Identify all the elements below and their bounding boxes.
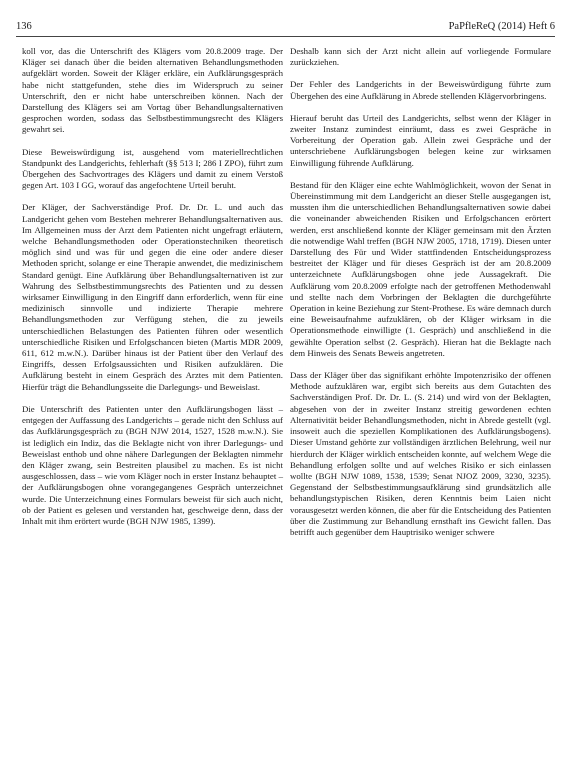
paragraph: Deshalb kann sich der Arzt nicht allein auf vorliegende Formulare zurückziehen. bbox=[290, 46, 551, 68]
paragraph: Dass der Kläger über das signifikant erhöhte Impotenzrisiko der offenen Methode aufzuklären war, ergibt sich bereits aus dem Gutachten des Sachverständigen Prof. Dr. Dr. L. (S. 214) und wird von der Beklagten, abgesehen von der in zweiter Instanz streitig gewordenen echten Alternativität beider Behandlungsmethoden, nicht in Abrede gestellt (vgl. insoweit auch die speziellen Komplikationen des Aufklärungsbogens). Dieser Umstand gehörte zur vollständigen ärztlichen Belehrung, weil nur hierdurch der Kläger wirklich entscheiden konnte, auf welchem Wege die Behandlung erfolgen sollte und auf welches Risiko er sich einlassen wollte (BGH NJW 1089, 1538, 1539; Senat NJOZ 2009, 3230, 3235). Gegenstand der Selbstbestimmungsaufklärung sind grundsätzlich alle behandlungstypischen Risiken, deren Kenntnis beim Laien nicht vorausgesetzt werden können, die aber für die Entscheidung des Patienten über die Zustimmung zur Behandlung ernsthaft ins Gewicht fallen. Das betrifft auch gegenüber dem Hauptrisiko weniger schwere bbox=[290, 370, 551, 537]
page-header bbox=[16, 20, 555, 38]
paragraph: Die Unterschrift des Patienten unter den Aufklärungsbogen lässt – entgegen der Auffassung des Landgerichts – gerade nicht den Schluss auf das Aufklärungsgespräch zu (BGH NJW 2014, 1527, 1528 m.w.N.). Sie ist lediglich ein Indiz, das die Beklagte nicht von ihrer Darlegungs- und Beweislast enthob und ohne nähere Darlegungen der Beklagten nimmehr den Kläger zwang, sein Bestreiten plausibel zu machen. Es ist nicht ausgeschlossen, dass – wie vom Kläger noch in erster Instanz behauptet – der Aufklärungsbogen ohne vorangegangenes Gespräch unterzeichnet wurde. Die Unterzeichnung eines Formulars beweist für sich auch nicht, ob der Patient es gelesen und verstanden hat, geschweige denn, dass der Inhalt mit ihm erörtert wurde (BGH NJW 1985, 1399). bbox=[22, 403, 283, 526]
paragraph: Diese Beweiswürdigung ist, ausgehend vom materiellrechtlichen Standpunkt des Landgerichts, fehlerhaft (§§ 513 I; 286 I ZPO), führt zum Übergehen des Sachvortrages des Klägers und damit zu einem Verstoß gegen Art. 103 I GG, worauf das angefochtene Urteil beruht. bbox=[22, 146, 283, 191]
page-number: 136 bbox=[16, 21, 32, 32]
header-rule bbox=[16, 36, 555, 37]
paragraph: Bestand für den Kläger eine echte Wahlmöglichkeit, wovon der Senat in Übereinstimmung mit dem Landgericht an dieser Stelle ausgegangen ist, mussten ihm die unterschiedlichen Behandlungsalternativen sowie dabei die voneinander abweichenden Risiken und Erfolgschancen erörtert werden, erst anschließend konnte der Kläger gemeinsam mit den Ärzten die notwendige Wahl treffen (BGH NJW 2005, 1718, 1719). Diesen unter Darstellung des Für und Wider stattfindenden Entscheidungsprozess bestreitet der Kläger und für dieses Gespräch ist der am 20.8.2009 unterzeichnete Aufklärungsbogen ohne jede Aussagekraft. Die Aufklärung vom 20.8.2009 erfolgte nach der getroffenen Methodenwahl und stellte nach dem Vorbringen der Beklagten die durchgeführte Operation in keine Beziehung zur Stent-Prothese. Es wäre demnach durch eine Beweisaufnahme aufzuklären, ob der Kläger wirksam in die Operationsmethode einwilligte (1. Gespräch) und anschließend in die gewählte Operation selbst (2. Gespräch). Hieran hat die Beklagte nach dem Hinweis des Senats Beweis angetreten. bbox=[290, 179, 551, 358]
left-column bbox=[22, 46, 283, 538]
paragraph: Der Fehler des Landgerichts in der Beweiswürdigung führte zum Übergehen des eine Aufklärung in Abrede stellenden Klägervorbringens. bbox=[290, 79, 551, 101]
paragraph: koll vor, das die Unterschrift des Klägers vom 20.8.2009 trage. Der Kläger sei danach über die beiden alternativen Behandlungsmethoden aufgeklärt worden. Soweit der Kläger erkläre, ein Aufklärungsgespräch habe nicht stattgefunden, stehe dies im Widerspruch zu seiner Unterschrift, den er nicht habe unterschreiben können. Nach der Darstellung des Klägers sei am Vortag über Behandlungsalternativen gesprochen worden, sodass das Selbstbestimmungsrecht des Klägers gewahrt sei. bbox=[22, 46, 283, 135]
paragraph: Der Kläger, der Sachverständige Prof. Dr. Dr. L. und auch das Landgericht gehen vom Bestehen mehrerer Behandlungsalternativen aus. Im Allgemeinen muss der Arzt dem Patienten nicht ungefragt erläutern, welche Behandlungsmethoden oder Operationstechniken theoretisch möglich sind und was für und gegen die eine oder andere dieser Methoden spricht, solange er eine Therapie anwendet, die medizinischem Standard genügt. Eine Aufklärung über Behandlungsalternativen ist zur Wahrung des Selbstbestimmungsrechts des Patienten und zu dessen wirksamer Einwilligung in den Eingriff dann erforderlich, wenn für eine medizinisch sinnvolle und indizierte Therapie mehrere Behandlungsmethoden zur Verfügung stehen, die zu jeweils unterschiedlichen Belastungen des Patienten führen oder wesentlich unterschiedliche Risiken und Erfolgschancen bieten (Martis MDR 2009, 611, 612 m.w.N.). Darüber hinaus ist der Patient über den Verlauf des Eingriffs, dessen Erfolgsaussichten und Risiken aufzuklären. Die Aufklärung besteht in einem Gespräch des Arztes mit dem Patienten. Hierfür trägt die Behandlungsseite die Darlegungs- und Beweislast. bbox=[22, 202, 283, 392]
paragraph: Hierauf beruht das Urteil des Landgerichts, selbst wenn der Kläger in zweiter Instanz zumindest einräumt, dass es zwei Gespräche in Vorbereitung der Operation gab. Allein zwei Gespräche und der unterschriebene Aufklärungsbogen belegen keine zur wirksamen Einwilligung führende Aufklärung. bbox=[290, 112, 551, 168]
right-column bbox=[290, 46, 551, 549]
journal-title: PaPfleReQ (2014) Heft 6 bbox=[448, 21, 555, 32]
